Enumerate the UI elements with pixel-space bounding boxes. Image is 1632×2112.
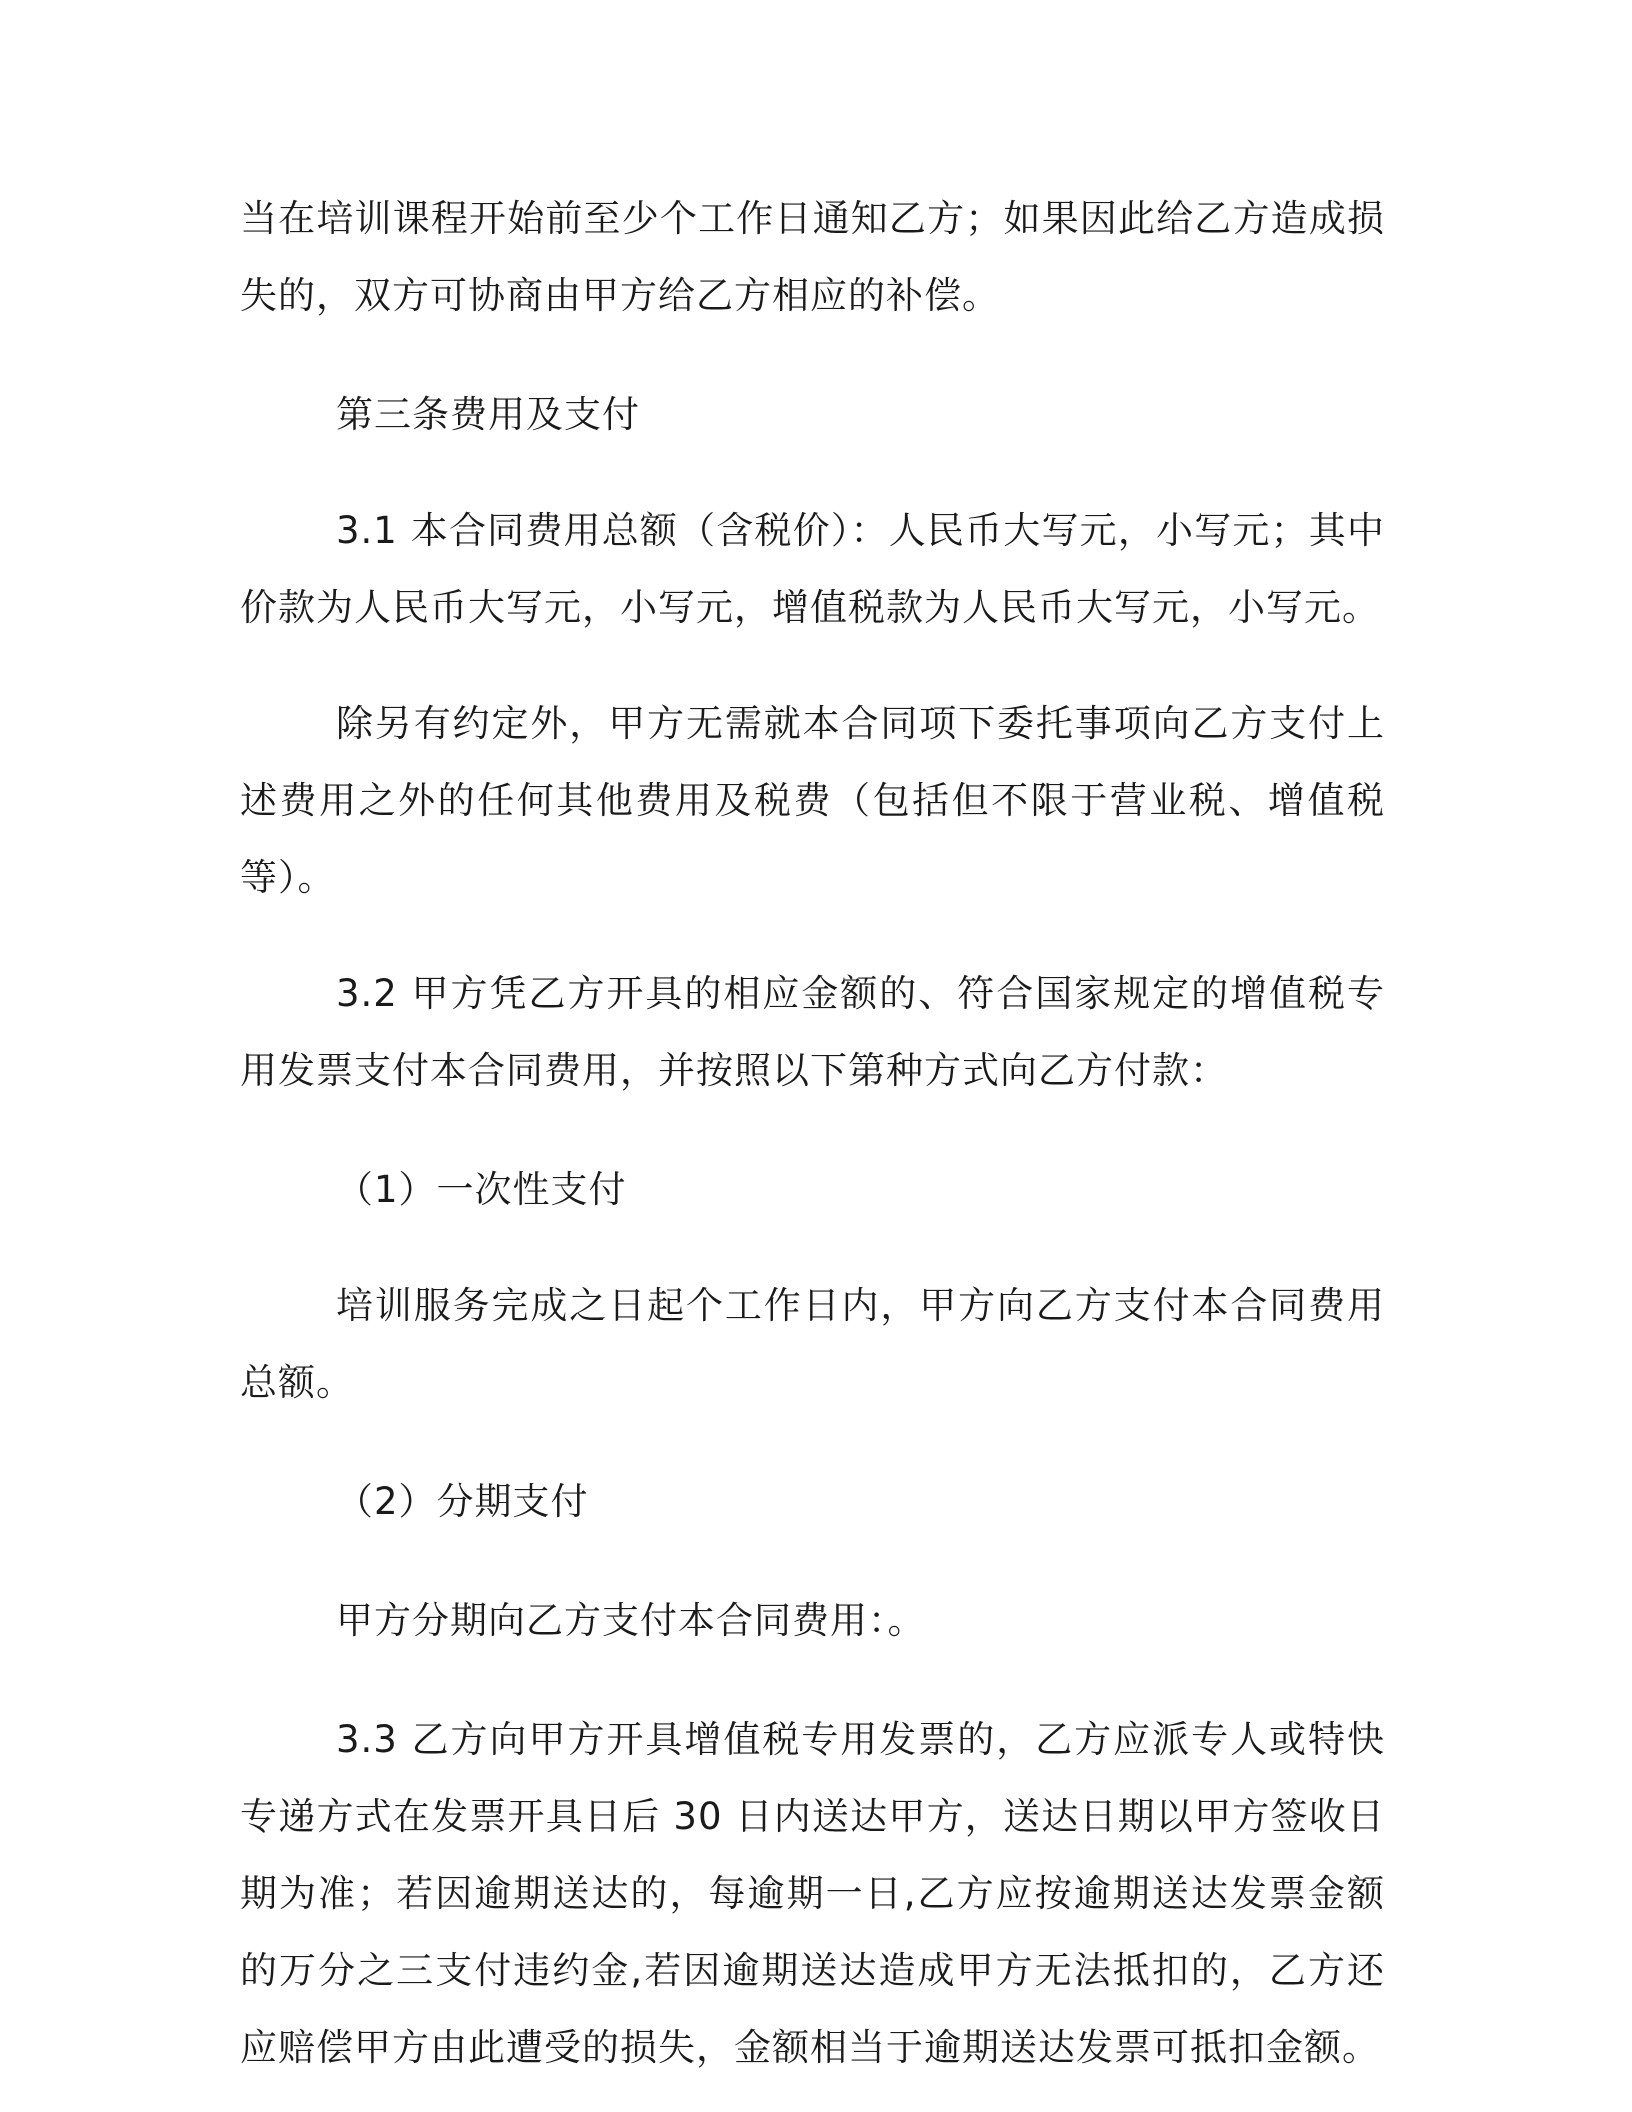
section-heading-article-3: 第三条费用及支付	[336, 393, 640, 436]
option-1-heading: （1）一次性支付	[336, 1168, 627, 1211]
paragraph-option-2: 甲方分期向乙方支付本合同费用：。	[336, 1599, 926, 1642]
paragraph-3-2: 3.2 甲方凭乙方开具的相应金额的、符合国家规定的增值税专用发票支付本合同费用，并按照以下第种方式向乙方付款：	[240, 972, 1385, 1092]
paragraph-3-3: 3.3 乙方向甲方开具增值税专用发票的，乙方应派专人或特快专递方式在发票开具日后 30 日内送达甲方，送达日期以甲方签收日期为准；若因逾期送达的，每逾期一日,乙方应按逾期送达发票金额的万分之三支付违约金,若因逾期送达造成甲方无法抵扣的，乙方还应赔偿甲方由此遭受的损失，金额相当于逾期送达发票可抵扣金额。	[240, 1718, 1385, 2069]
paragraph-notice-continuation: 当在培训课程开始前至少个工作日通知乙方；如果因此给乙方造成损失的，双方可协商由甲方给乙方相应的补偿。	[240, 197, 1385, 317]
option-2-heading: （2）分期支付	[336, 1480, 589, 1523]
paragraph-option-1: 培训服务完成之日起个工作日内，甲方向乙方支付本合同费用总额。	[240, 1284, 1385, 1404]
paragraph-3-1: 3.1 本合同费用总额（含税价）：人民币大写元，小写元；其中价款为人民币大写元，小写元，增值税款为人民币大写元，小写元。	[240, 509, 1385, 629]
paragraph-no-other-fees: 除另有约定外，甲方无需就本合同项下委托事项向乙方支付上述费用之外的任何其他费用及税费（包括但不限于营业税、增值税等）。	[240, 702, 1385, 899]
document-body	[240, 180, 1385, 2086]
